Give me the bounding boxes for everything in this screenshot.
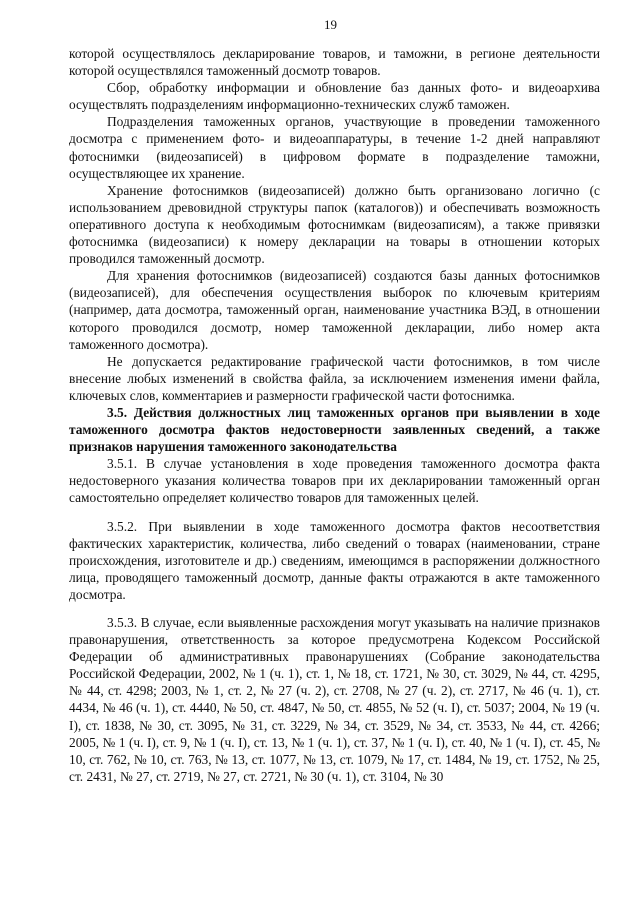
page-number: 19	[324, 17, 337, 32]
section-heading: 3.5. Действия должностных лиц таможенных органов при выявлении в ходе таможенного досмотра фактов недостоверности заявленных сведений, а также признаков нарушения таможенного законодательства	[69, 404, 600, 455]
document-body	[69, 45, 600, 785]
paragraph-3-5-1: 3.5.1. В случае установления в ходе проведения таможенного досмотра факта недостоверного указания количества товаров при их декларировании таможенный орган самостоятельно определяет количество товаров для таможенных целей.	[69, 456, 600, 506]
paragraph-photo-storage: Хранение фотоснимков (видеозаписей) должно быть организовано логично (с использованием древовидной структуры папок (каталогов)) и обеспечивать возможность оперативного доступа к необходимым фотоснимкам (видеозаписям), а также привязки фотоснимка (видеозаписи) к номеру декларации на товары в отношении которых проводился таможенный досмотр.	[69, 182, 600, 267]
paragraph-continuation: которой осуществлялось декларирование товаров, и таможни, в регионе деятельности которой осуществлялся таможенный досмотр товаров.	[69, 46, 600, 79]
paragraph-photo-databases: Для хранения фотоснимков (видеозаписей) создаются базы данных фотоснимков (видеозаписей), для обеспечения осуществления выборок по ключевым критериям (например, дата досмотра, таможенный орган, наименование участника ВЭД, в отношении которого проводился досмотр, номер таможенной декларации, либо номер акта таможенного досмотра).	[69, 268, 600, 352]
paragraph-3-5-2: 3.5.2. При выявлении в ходе таможенного досмотра фактов несоответствия фактических характеристик, количества, либо сведений о товарах (наименовании, стране происхождения, изготовителе и др.) сведениям, имеющимся в распоряжении должностного лица, проводящего таможенный досмотр, данные факты отражаются в акте таможенного досмотра.	[69, 518, 600, 602]
paragraph-photo-transfer: Подразделения таможенных органов, участвующие в проведении таможенного досмотра с применением фото- и видеоаппаратуры, в течение 1-2 дней направляют фотоснимки (видеозаписей) в цифровом формате в подразделение таможни, осуществляющее их хранение.	[69, 114, 600, 181]
paragraph-data-collection: Сбор, обработку информации и обновление баз данных фото- и видеоархива осуществлять подразделениям информационно-технических служб таможен.	[69, 80, 600, 113]
paragraph-3-5-3: 3.5.3. В случае, если выявленные расхождения могут указывать на наличие признаков правонарушения, ответственность за которое предусмотрена Кодексом Российской Федерации об административных правонарушениях (Собрание законодательства Российской Федерации, 2002, № 1 (ч. 1), ст. 1, № 18, ст. 1721, № 30, ст. 3029, № 44, ст. 4295, № 44, ст. 4298; 2003, № 1, ст. 2, № 27 (ч. 2), ст. 2708, № 27 (ч. 2), ст. 2717, № 46 (ч. 1), ст. 4434, № 46 (ч. 1), ст. 4440, № 50, ст. 4847, № 50, ст. 4855, № 52 (ч. I), ст. 5037; 2004, № 19 (ч. I), ст. 1838, № 30, ст. 3095, № 31, ст. 3229, № 34, ст. 3529, № 34, ст. 3533, № 44, ст. 4266; 2005, № 1 (ч. I), ст. 9, № 1 (ч. I), ст. 13, № 1 (ч. 1), ст. 37, № 1 (ч. I), ст. 40, № 1 (ч. I), ст. 45, № 10, ст. 762, № 10, ст. 763, № 13, ст. 1077, № 13, ст. 1079, № 17, ст. 1484, № 19, ст. 1752, № 25, ст. 2431, № 27, ст. 2719, № 27, ст. 2721, № 30 (ч. 1), ст. 3104, № 30	[69, 615, 600, 784]
paragraph-no-editing: Не допускается редактирование графической части фотоснимков, в том числе внесение любых изменений в свойства файла, за исключением изменения имени файла, ключевых слов, комментариев и размерности графической части фотоснимка.	[69, 353, 600, 403]
